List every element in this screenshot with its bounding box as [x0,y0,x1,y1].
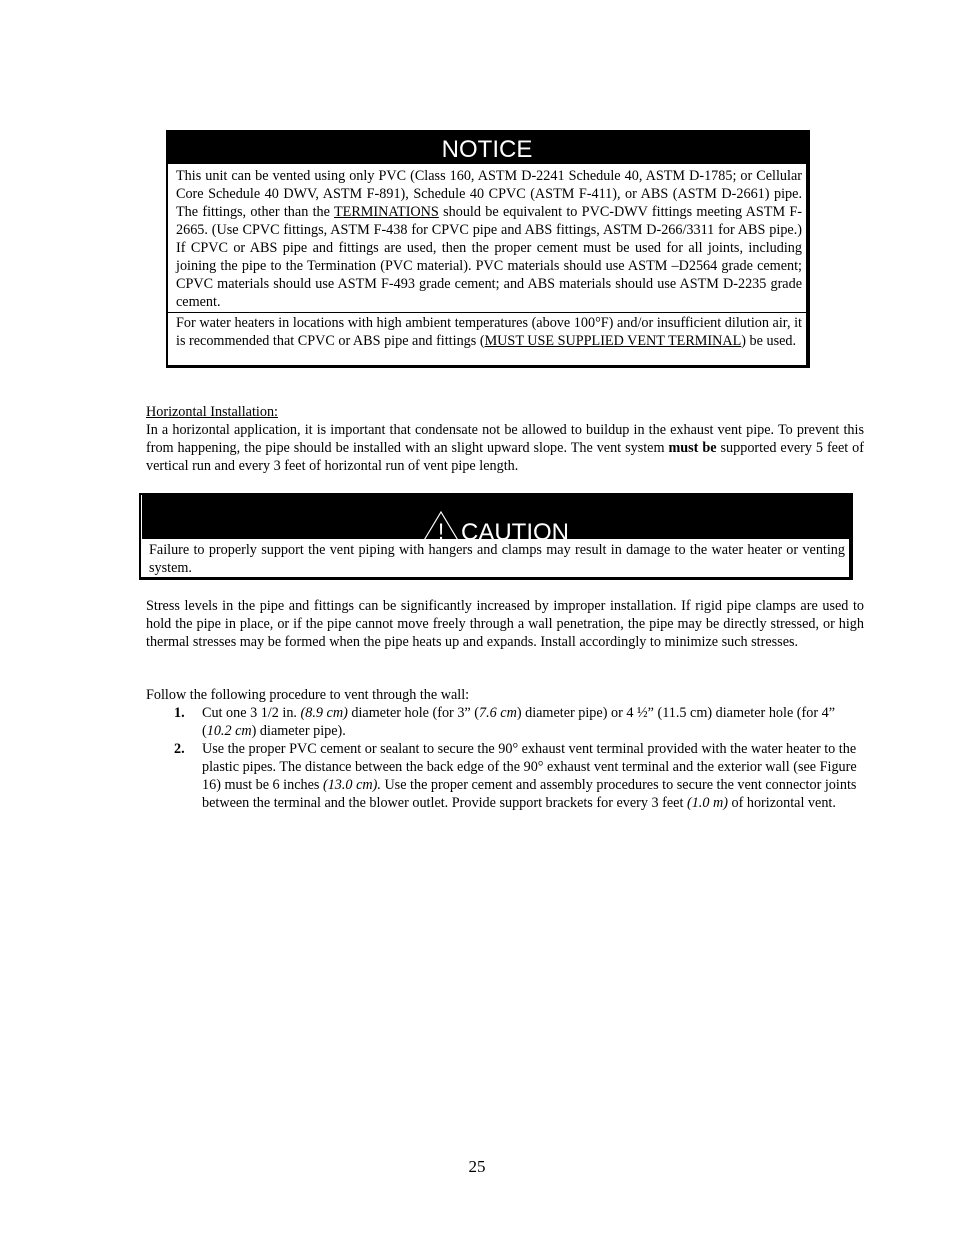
must-use-terminal-text: MUST USE SUPPLIED VENT TERMINAL [484,333,742,349]
notice-paragraph-1: This unit can be vented using only PVC (Class 160, ASTM D-2241 Schedule 40, ASTM D-1785; or Cellular Core Schedule 40 DWV, ASTM F-891), Schedule 40 CPVC (ASTM F-411), or ABS (ASTM D-2661) pipe. The fittings, other than the TERMINATIONS should be equivalent to PVC-DWV fittings meeting ASTM F-2665. (Use CPVC fittings, ASTM F-438 for CPVC pipe and ABS fittings, ASTM D-266/3311 for ABS pipe.) If CPVC or ABS pipe and fittings are used, then the proper cement must be used for all joints, including joining the pipe to the Termination (PVC material). PVC materials should use ASTM –D2564 grade cement; CPVC materials should use ASTM F-493 grade cement; and ABS materials should use ASTM D-2235 grade cement. [176,168,802,310]
caution-title: CAUTION [461,519,569,546]
list-item: 2. Use the proper PVC cement or sealant to secure the 90° exhaust vent terminal provided with the water heater to the plastic pipes. The distance between the back edge of the 90° exhaust vent terminal and the exterior wall (see Figure 16) must be 6 inches (13.0 cm). Use the proper cement and assembly procedures to secure the vent connector joints between the terminal and the blower outlet. Provide support brackets for every 3 feet (1.0 m) of horizontal vent. [174,741,857,811]
svg-text:!: ! [437,519,445,543]
stress-paragraph: Stress levels in the pipe and fittings can be significantly increased by improper installation. If rigid pipe clamps are used to hold the pipe in place, or if the pipe cannot move freely through a wall penetration, the pipe may be directly stressed, or high thermal stresses may be formed when the pipe heats up and expands. Install accordingly to minimize such stresses. [146,598,864,650]
warning-triangle-icon [422,511,460,543]
procedure-intro: Follow the following procedure to vent through the wall: [146,687,470,703]
caution-text: Failure to properly support the vent piping with hangers and clamps may result in damage to the water heater or venting system. [149,542,845,576]
list-item: 1. Cut one 3 1/2 in. (8.9 cm) diameter hole (for 3” (7.6 cm) diameter pipe) or 4 ½” (11.5 cm) diameter hole (for 4” (10.2 cm) diameter pipe). [174,705,835,739]
page-number: 25 [468,1157,486,1176]
horizontal-installation-heading: Horizontal Installation: [146,404,278,420]
horizontal-installation-text: In a horizontal application, it is important that condensate not be allowed to buildup in the exhaust vent pipe. To prevent this from happening, the pipe should be installed with an slight upward slope. The vent system must be supported every 5 feet of vertical run and every 3 feet of horizontal run of vent pipe length. [146,422,864,474]
caution-header [141,495,849,546]
caution-box [139,493,853,580]
procedure-steps [146,704,864,812]
notice-paragraph-2: For water heaters in locations with high ambient temperatures (above 100°F) and/or insufficient dilution air, it is recommended that CPVC or ABS pipe and fittings (MUST USE SUPPLIED VENT TERMINAL) be used. [168,312,806,350]
step-number: 2. [174,741,185,757]
step-number: 1. [174,705,185,721]
notice-box [166,130,810,368]
terminations-text: TERMINATIONS [333,204,439,220]
notice-title: NOTICE [168,132,806,165]
